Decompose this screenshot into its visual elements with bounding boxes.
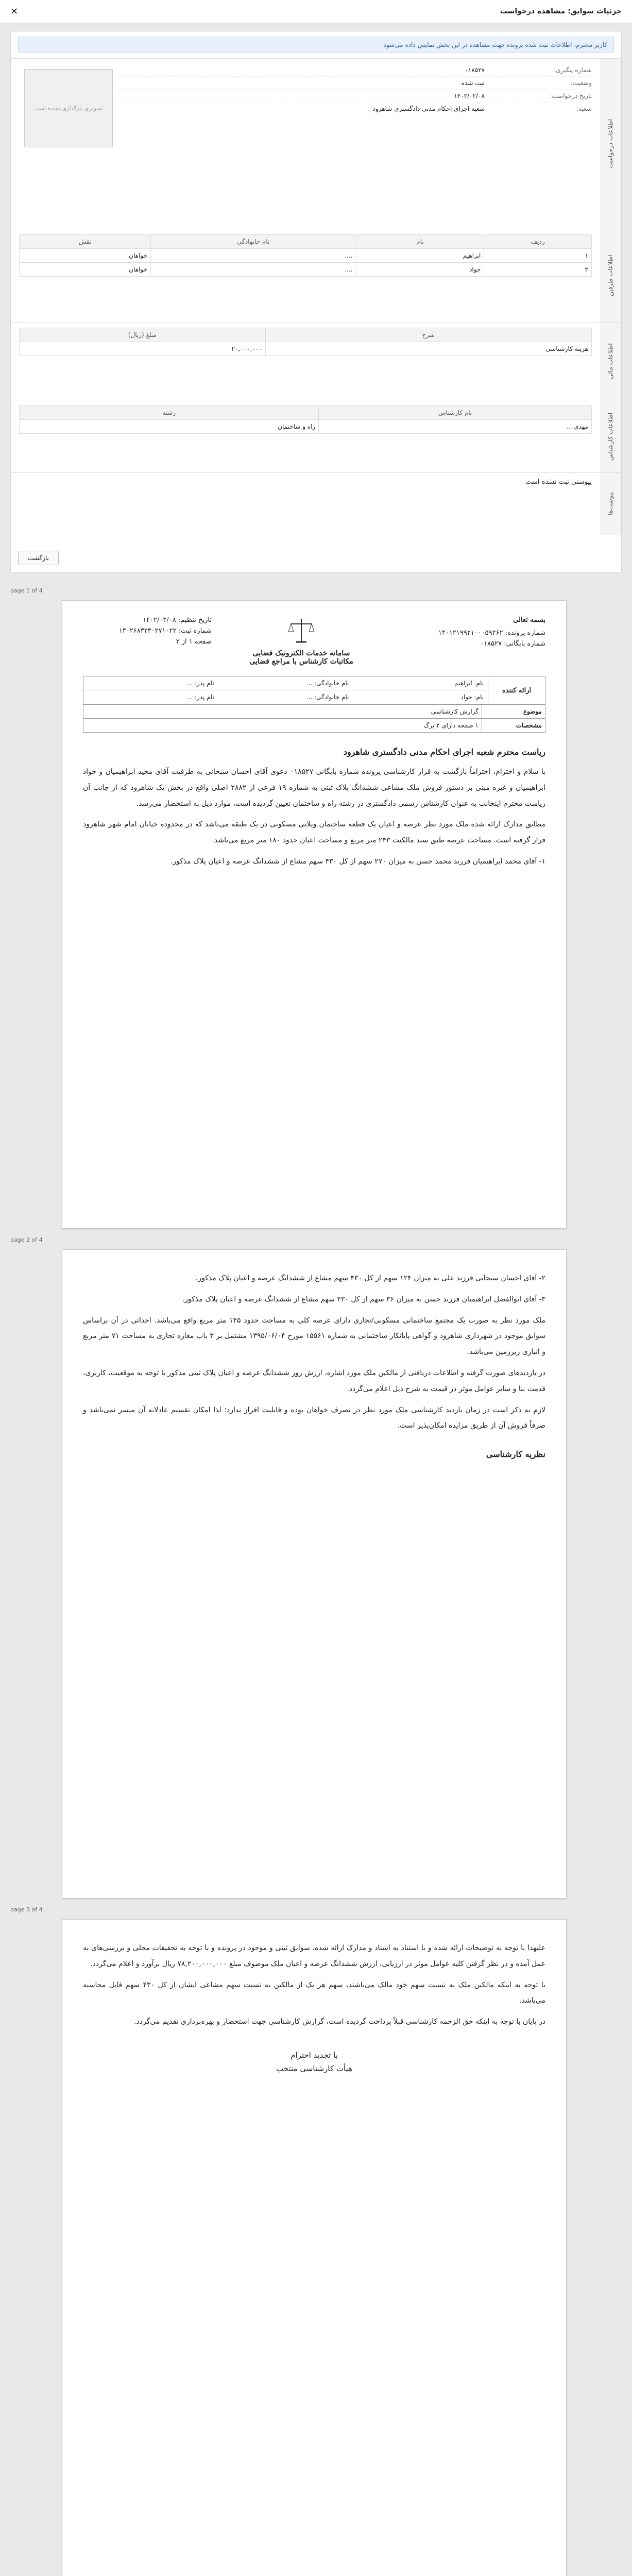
closing-signature-title: هیأت کارشناسی منتخب (276, 2063, 352, 2073)
attach-value: ۱ صفحه دارای ۲ برگ (423, 722, 479, 729)
td: .... (150, 249, 356, 263)
th: نام خانوادگی (150, 235, 356, 249)
parties-title: ارائه کننده (488, 676, 545, 704)
paragraph: لازم به ذکر است در زمان بازدید کارشناسی ملک مورد نظر در تصرف خواهان بوده و قابلیت افراز ندارد؛ لذا امکان تقسیم عادلانه آن میسر نمی‌باشد و صرفاً فروش آن از طریق مزایده امکان‌پذیر است. (83, 1405, 545, 1430)
party-cell: نام: جواد (353, 690, 488, 704)
page-mark: page 3 of 4 (10, 1906, 43, 1913)
td: ۲ (484, 263, 592, 277)
request-section (11, 58, 621, 229)
attach-label: مشخصات (482, 719, 545, 732)
paragraph: ۲- آقای احسان سبحانی فرزند علی به میزان ۱۲۴ سهم از کل ۴۳۰ سهم مشاع از ششدانگ عرصه و اعیان پلاک مذکور. (195, 1274, 545, 1282)
org-subtitle: مکاتبات کارشناس با مراجع قضایی (249, 657, 353, 666)
case-no: ۱۴۰۱۲۱۹۹۲۱۰۰۰۵۹۲۶۲ (438, 629, 503, 637)
paragraph: مطابق مدارک ارائه شده ملک مورد نظر عرصه و اعیان یک قطعه ساختمان ویلایی مسکونی در یک طبقه می‌باشد که در محدوده خیابان امام شهر شاهرود قرار گرفته است. مساحت عرصه طبق سند مالکیت ۲۴۳ متر مربع و مساحت اعیان حدود ۱۸۰ متر مربع می‌باشد. (83, 820, 545, 845)
party-cell: نام خانوادگی: ... (218, 690, 353, 704)
letter-heading: ریاست محترم شعبه اجرای احکام مدنی دادگستری شاهرود (343, 747, 545, 757)
th: مبلغ (ریال) (20, 328, 266, 342)
row-key: شماره پیگیری: (554, 66, 592, 74)
parties-table (19, 234, 592, 277)
td: ابراهیم (356, 249, 484, 263)
paragraph: در بازدیدهای صورت گرفته و اطلاعات دریافتی از مالکین ملک مورد اشاره، ارزش روز ششدانگ عرصه و اعیان پلاک ثبتی مذکور با توجه به موقعیت، کاربری، قدمت بنا و سایر عوامل موثر در قیمت به شرح ذیل اعلام می‌گردد. (83, 1368, 545, 1393)
paragraph: ۱- آقای محمد ابراهیمیان فرزند محمد حسن به میزان ۲۷۰ سهم از کل ۴۳۰ سهم مشاع از ششدانگ عرصه و اعیان پلاک مذکور. (170, 857, 545, 866)
expert-table (19, 405, 592, 434)
theory-title: نظریه کارشناسی (486, 1449, 545, 1460)
table-row (20, 420, 592, 434)
attachments-text: پیوستی ثبت نشده است (525, 478, 592, 486)
table-row (20, 249, 592, 263)
parties-section (11, 229, 621, 322)
paragraph: با توجه به اینکه مالکین ملک به نسبت سهم خود مالک می‌باشند، سهم هر یک از مالکین به نسبت سهم مشاعی ایشان از کل ۴۳۰ سهم قابل محاسبه می‌باشد. (83, 1980, 546, 2005)
section-label: پیوست‌ها (600, 473, 621, 535)
td: ۱ (484, 249, 592, 263)
basmala: بسمه تعالی (513, 616, 545, 624)
attachments-section (11, 472, 621, 535)
reg-label: شماره ثبت: (178, 627, 212, 635)
date-label: تاریخ تنظیم: (178, 616, 212, 624)
td: راه و ساختمان (20, 420, 319, 434)
parties-box (83, 676, 545, 705)
page-title: جزئیات سوابق: مشاهده درخواست (500, 7, 622, 15)
document-image-placeholder: تصویری بارگذاری نشده است (24, 69, 113, 147)
page-mark: page 2 of 4 (10, 1236, 43, 1243)
case-no-label: شماره پرونده: (505, 629, 545, 637)
section-label: اطلاعات مالی (600, 323, 621, 400)
row-value: ۰۱۸۵۲۷ (465, 66, 485, 74)
section-label: اطلاعات طرفین (600, 229, 621, 322)
archive-no: ۰۱۸۵۲۷ (480, 640, 502, 648)
paragraph: علیهذا با توجه به توضیحات ارائه شده و با استناد به اسناد و مدارک ارائه شده، سوابق ثبتی و موجود در پرونده و با توجه به تحقیقات محلی و بررسی‌های به عمل آمده و در نظر گرفتن کلیه عوامل موثر در ارزیابی، ارزش ششدانگ عرصه و اعیان ملک موصوف مبلغ ۷۸,۲۰۰,۰۰۰,۰۰۰ ریال برآورد و اعلام می‌گردد. (83, 1944, 545, 1968)
attach-row (83, 719, 545, 733)
financial-table (19, 328, 592, 356)
section-label: اطلاعات درخواست (600, 59, 621, 229)
party-cell: نام پدر: ... (83, 676, 218, 690)
party-cell: نام: ابراهیم (353, 676, 488, 690)
letter-page-1 (62, 600, 567, 1229)
back-button[interactable]: بازگشت (18, 551, 59, 565)
subject-value: گزارش کارشناسی (431, 708, 479, 715)
page-count: صفحه ۱ از ۳ (176, 638, 212, 646)
reg-no: ۱۴۰۲۶۸۳۳۳۰۲۷۱۰۲۲ (118, 627, 177, 635)
td: خواهان (20, 249, 151, 263)
td: .... (150, 263, 356, 277)
date: ۱۴۰۲/۰۳/۰۸ (143, 616, 176, 624)
th: رشته (20, 406, 319, 420)
row-key: تاریخ درخواست: (550, 92, 592, 99)
paragraph: در پایان با توجه به اینکه حق الزحمه کارشناسی قبلاً پرداخت گردیده است، گزارش کارشناسی جهت استحضار و بهره‌برداری تقدیم می‌گردد. (134, 2018, 545, 2026)
td: هزینه کارشناسی (265, 342, 591, 356)
party-cell: نام پدر: ... (83, 690, 218, 704)
table-row (20, 342, 592, 356)
td: جواد (356, 263, 484, 277)
expert-section (11, 400, 621, 472)
close-icon[interactable]: ✕ (10, 6, 19, 17)
section-label: اطلاعات کارشناس (600, 400, 621, 472)
th: ردیف (484, 235, 592, 249)
th: شرح (265, 328, 591, 342)
row-value: شعبه اجرای احکام مدنی دادگستری شاهرود (372, 105, 485, 112)
row-key: وضعیت: (570, 79, 592, 87)
closing-line: با تجدید احترام (291, 2050, 338, 2060)
letter-page-3 (62, 1919, 567, 2576)
paragraph: ملک مورد نظر به صورت یک مجتمع ساختمانی مسکونی/تجاری دارای عرصه کلی به مساحت حدود ۱۴۵ متر مربع واقع می‌باشد. احداثی در آن براساس سوابق موجود در شهرداری شاهرود و گواهی پایانکار ساختمانی به شماره ۱۵۵۶۱ مورخ ۱۳۹۵/۰۶/۰۴ مشتمل بر ۳ باب مغازه تجاری به مساحت ۷۱ متر مربع و انباری زیرزمین می‌باشد. (83, 1316, 545, 1357)
row-value: ثبت شده (461, 79, 485, 87)
top-bar (0, 0, 632, 23)
row-value: ۱۴۰۲/۰۲/۰۸ (454, 92, 485, 99)
paragraph: با سلام و احترام، احتراماً بازگشت به قرار کارشناسی پرونده شماره بایگانی ۰۱۸۵۲۷ دعوی آقای احسان سبحانی به طرفیت آقای مجید ابراهیمیان و جواد ابراهیمیان و غیره مبنی بر دستور فروش ملک مشاعی ششدانگ پلاک ثبتی به شماره ۱۹ فرعی از ۲۸۸۲ اصلی واقع در بخش یک شاهرود که از جانب آن ریاست محترم اینجانب به عنوان کارشناس رسمی دادگستری در رشته راه و ساختمان تعیین گردیده است، موارد ذیل به استحضار می‌رسد. (83, 768, 546, 808)
th: نام (356, 235, 484, 249)
justice-scale-icon (286, 616, 317, 647)
financial-section (11, 322, 621, 400)
table-row (20, 263, 592, 277)
td: مهدی ... (319, 420, 592, 434)
subject-label: موضوع (482, 705, 545, 718)
th: نقش (20, 235, 151, 249)
paragraph: ۳- آقای ابوالفضل ابراهیمیان فرزند حسن به میزان ۳۶ سهم از کل ۴۳۰ سهم مشاع از ششدانگ عرصه و اعیان پلاک مذکور. (182, 1295, 545, 1303)
td: خواهان (20, 263, 151, 277)
letter-page-2 (62, 1249, 567, 1899)
th: نام کارشناس (319, 406, 592, 420)
request-details-panel (10, 31, 622, 573)
page-mark: page 1 of 4 (10, 587, 43, 594)
info-notice: کاربر محترم، اطلاعات ثبت شده پرونده جهت مشاهده در این بخش نمایش داده می‌شود (18, 37, 614, 53)
td: ۲۰,۰۰۰,۰۰۰ (20, 342, 266, 356)
org-name: سامانه خدمات الکترونیک قضایی (252, 649, 350, 657)
subject-row (83, 705, 545, 719)
row-key: شعبه: (576, 105, 592, 112)
party-cell: نام خانوادگی: ... (218, 676, 353, 690)
archive-label: شماره بایگانی: (504, 640, 545, 648)
